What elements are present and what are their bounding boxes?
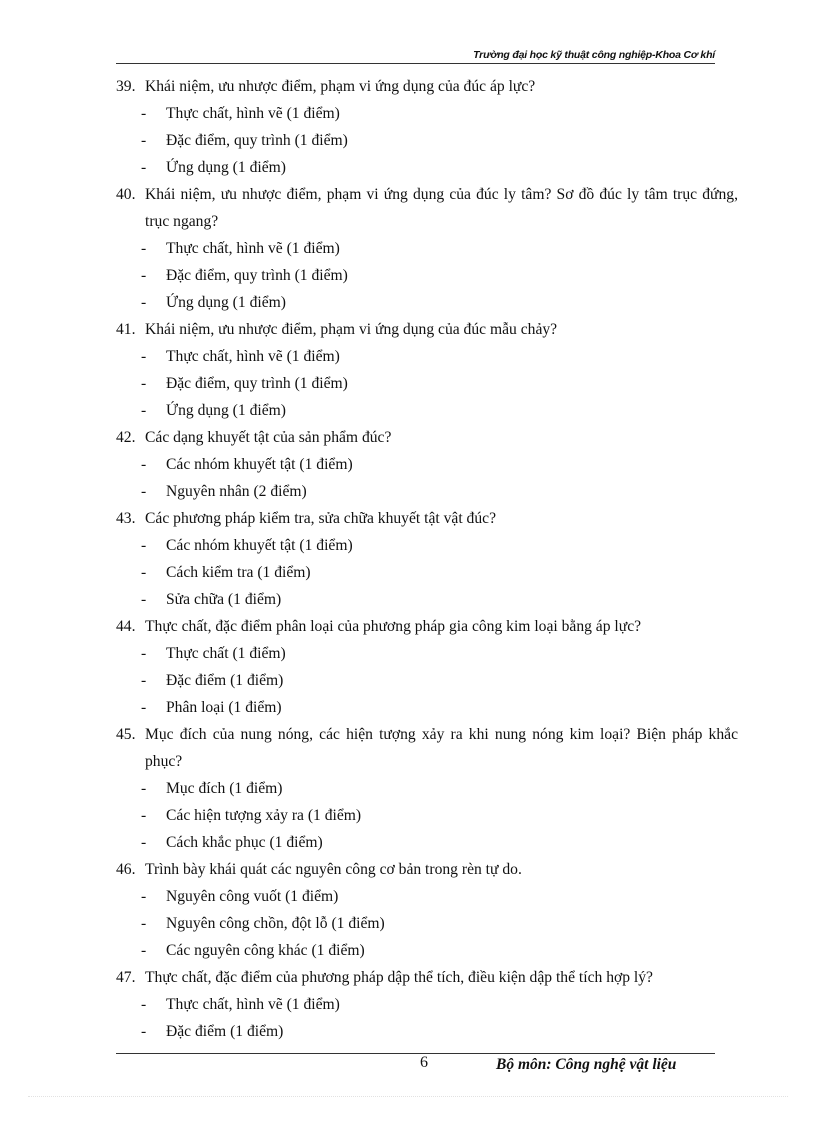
question-item bbox=[116, 424, 738, 451]
bullet-item bbox=[116, 235, 738, 262]
bullet-text: Các nhóm khuyết tật (1 điểm) bbox=[166, 456, 353, 473]
question-text: Thực chất, đặc điểm phân loại của phương pháp gia công kim loại bằng áp lực? bbox=[145, 618, 642, 635]
question-text: Các dạng khuyết tật của sản phẩm đúc? bbox=[145, 429, 392, 446]
dash-marker: - bbox=[141, 348, 147, 365]
bullet-text: Cách khắc phục (1 điểm) bbox=[166, 834, 323, 851]
dash-marker: - bbox=[141, 483, 147, 500]
bullet-text: Ứng dụng (1 điểm) bbox=[166, 294, 286, 311]
bullet-text: Ứng dụng (1 điểm) bbox=[166, 402, 286, 419]
question-item bbox=[116, 856, 738, 883]
dash-marker: - bbox=[141, 699, 147, 716]
page-edge-divider bbox=[28, 1096, 788, 1097]
dash-marker: - bbox=[141, 915, 147, 932]
question-item bbox=[116, 613, 738, 640]
dash-marker: - bbox=[141, 294, 147, 311]
bullet-text: Các nguyên công khác (1 điểm) bbox=[166, 942, 365, 959]
bullet-text: Đặc điểm (1 điểm) bbox=[166, 672, 284, 689]
question-text: Trình bày khái quát các nguyên công cơ bản trong rèn tự do. bbox=[145, 861, 522, 878]
bullet-item bbox=[116, 802, 738, 829]
dash-marker: - bbox=[141, 159, 147, 176]
question-item bbox=[116, 505, 738, 532]
page-header: Trường đại học kỹ thuật công nghiệp-Khoa Cơ khí bbox=[473, 49, 715, 61]
dash-marker: - bbox=[141, 402, 147, 419]
bullet-text: Phân loại (1 điểm) bbox=[166, 699, 282, 716]
question-text: Khái niệm, ưu nhược điểm, phạm vi ứng dụng của đúc mẫu chảy? bbox=[145, 321, 558, 338]
bullet-item bbox=[116, 694, 738, 721]
bullet-item bbox=[116, 532, 738, 559]
question-text: Khái niệm, ưu nhược điểm, phạm vi ứng dụng của đúc ly tâm? Sơ đồ đúc ly tâm trục đứng, trục ngang? bbox=[145, 186, 738, 230]
question-list bbox=[116, 73, 738, 1045]
question-number: 42. bbox=[116, 429, 136, 446]
bullet-item bbox=[116, 289, 738, 316]
question-number: 41. bbox=[116, 321, 136, 338]
question-item bbox=[116, 73, 738, 100]
question-text: Mục đích của nung nóng, các hiện tượng xảy ra khi nung nóng kim loại? Biện pháp khắc phục? bbox=[145, 726, 738, 770]
dash-marker: - bbox=[141, 780, 147, 797]
bullet-text: Các hiện tượng xảy ra (1 điểm) bbox=[166, 807, 362, 824]
question-number: 45. bbox=[116, 726, 136, 743]
dash-marker: - bbox=[141, 942, 147, 959]
dash-marker: - bbox=[141, 456, 147, 473]
bullet-text: Các nhóm khuyết tật (1 điểm) bbox=[166, 537, 353, 554]
bullet-item bbox=[116, 640, 738, 667]
footer-rule bbox=[116, 1053, 715, 1054]
question-number: 43. bbox=[116, 510, 136, 527]
bullet-item bbox=[116, 667, 738, 694]
dash-marker: - bbox=[141, 591, 147, 608]
dash-marker: - bbox=[141, 375, 147, 392]
bullet-item bbox=[116, 262, 738, 289]
dash-marker: - bbox=[141, 537, 147, 554]
bullet-item bbox=[116, 451, 738, 478]
dash-marker: - bbox=[141, 267, 147, 284]
bullet-item bbox=[116, 370, 738, 397]
bullet-item bbox=[116, 991, 738, 1018]
bullet-text: Đặc điểm, quy trình (1 điểm) bbox=[166, 132, 348, 149]
bullet-item bbox=[116, 478, 738, 505]
bullet-item bbox=[116, 127, 738, 154]
bullet-item bbox=[116, 883, 738, 910]
bullet-text: Nguyên công vuốt (1 điểm) bbox=[166, 888, 339, 905]
question-item bbox=[116, 964, 738, 991]
question-item bbox=[116, 316, 738, 343]
bullet-item bbox=[116, 559, 738, 586]
bullet-item bbox=[116, 829, 738, 856]
bullet-text: Thực chất, hình vẽ (1 điểm) bbox=[166, 348, 340, 365]
bullet-item bbox=[116, 397, 738, 424]
bullet-text: Cách kiểm tra (1 điểm) bbox=[166, 564, 311, 581]
bullet-item bbox=[116, 910, 738, 937]
bullet-item bbox=[116, 775, 738, 802]
dash-marker: - bbox=[141, 1023, 147, 1040]
dash-marker: - bbox=[141, 807, 147, 824]
bullet-text: Ứng dụng (1 điểm) bbox=[166, 159, 286, 176]
bullet-text: Đặc điểm, quy trình (1 điểm) bbox=[166, 375, 348, 392]
dash-marker: - bbox=[141, 996, 147, 1013]
question-number: 39. bbox=[116, 78, 136, 95]
bullet-text: Đặc điểm (1 điểm) bbox=[166, 1023, 284, 1040]
bullet-text: Thực chất, hình vẽ (1 điểm) bbox=[166, 240, 340, 257]
bullet-text: Nguyên công chồn, đột lỗ (1 điểm) bbox=[166, 915, 385, 932]
question-text: Các phương pháp kiểm tra, sửa chữa khuyết tật vật đúc? bbox=[145, 510, 496, 527]
dash-marker: - bbox=[141, 564, 147, 581]
bullet-item bbox=[116, 343, 738, 370]
question-text: Khái niệm, ưu nhược điểm, phạm vi ứng dụng của đúc áp lực? bbox=[145, 78, 536, 95]
dash-marker: - bbox=[141, 888, 147, 905]
bullet-item bbox=[116, 1018, 738, 1045]
bullet-text: Mục đích (1 điểm) bbox=[166, 780, 283, 797]
bullet-text: Thực chất, hình vẽ (1 điểm) bbox=[166, 105, 340, 122]
dash-marker: - bbox=[141, 672, 147, 689]
bullet-item bbox=[116, 937, 738, 964]
bullet-item bbox=[116, 154, 738, 181]
bullet-item bbox=[116, 586, 738, 613]
dash-marker: - bbox=[141, 132, 147, 149]
dash-marker: - bbox=[141, 105, 147, 122]
dash-marker: - bbox=[141, 645, 147, 662]
question-number: 47. bbox=[116, 969, 136, 986]
bullet-text: Thực chất, hình vẽ (1 điểm) bbox=[166, 996, 340, 1013]
question-number: 44. bbox=[116, 618, 136, 635]
header-rule bbox=[116, 63, 715, 64]
bullet-text: Nguyên nhân (2 điểm) bbox=[166, 483, 307, 500]
question-text: Thực chất, đặc điểm của phương pháp dập thể tích, điều kiện dập thể tích hợp lý? bbox=[145, 969, 653, 986]
dash-marker: - bbox=[141, 834, 147, 851]
question-item bbox=[116, 721, 738, 775]
page-number: 6 bbox=[420, 1054, 428, 1071]
question-number: 40. bbox=[116, 186, 136, 203]
bullet-text: Sửa chữa (1 điểm) bbox=[166, 591, 282, 608]
dash-marker: - bbox=[141, 240, 147, 257]
question-number: 46. bbox=[116, 861, 136, 878]
department-footer: Bộ môn: Công nghệ vật liệu bbox=[496, 1056, 677, 1073]
bullet-item bbox=[116, 100, 738, 127]
bullet-text: Thực chất (1 điểm) bbox=[166, 645, 286, 662]
question-item bbox=[116, 181, 738, 235]
bullet-text: Đặc điểm, quy trình (1 điểm) bbox=[166, 267, 348, 284]
